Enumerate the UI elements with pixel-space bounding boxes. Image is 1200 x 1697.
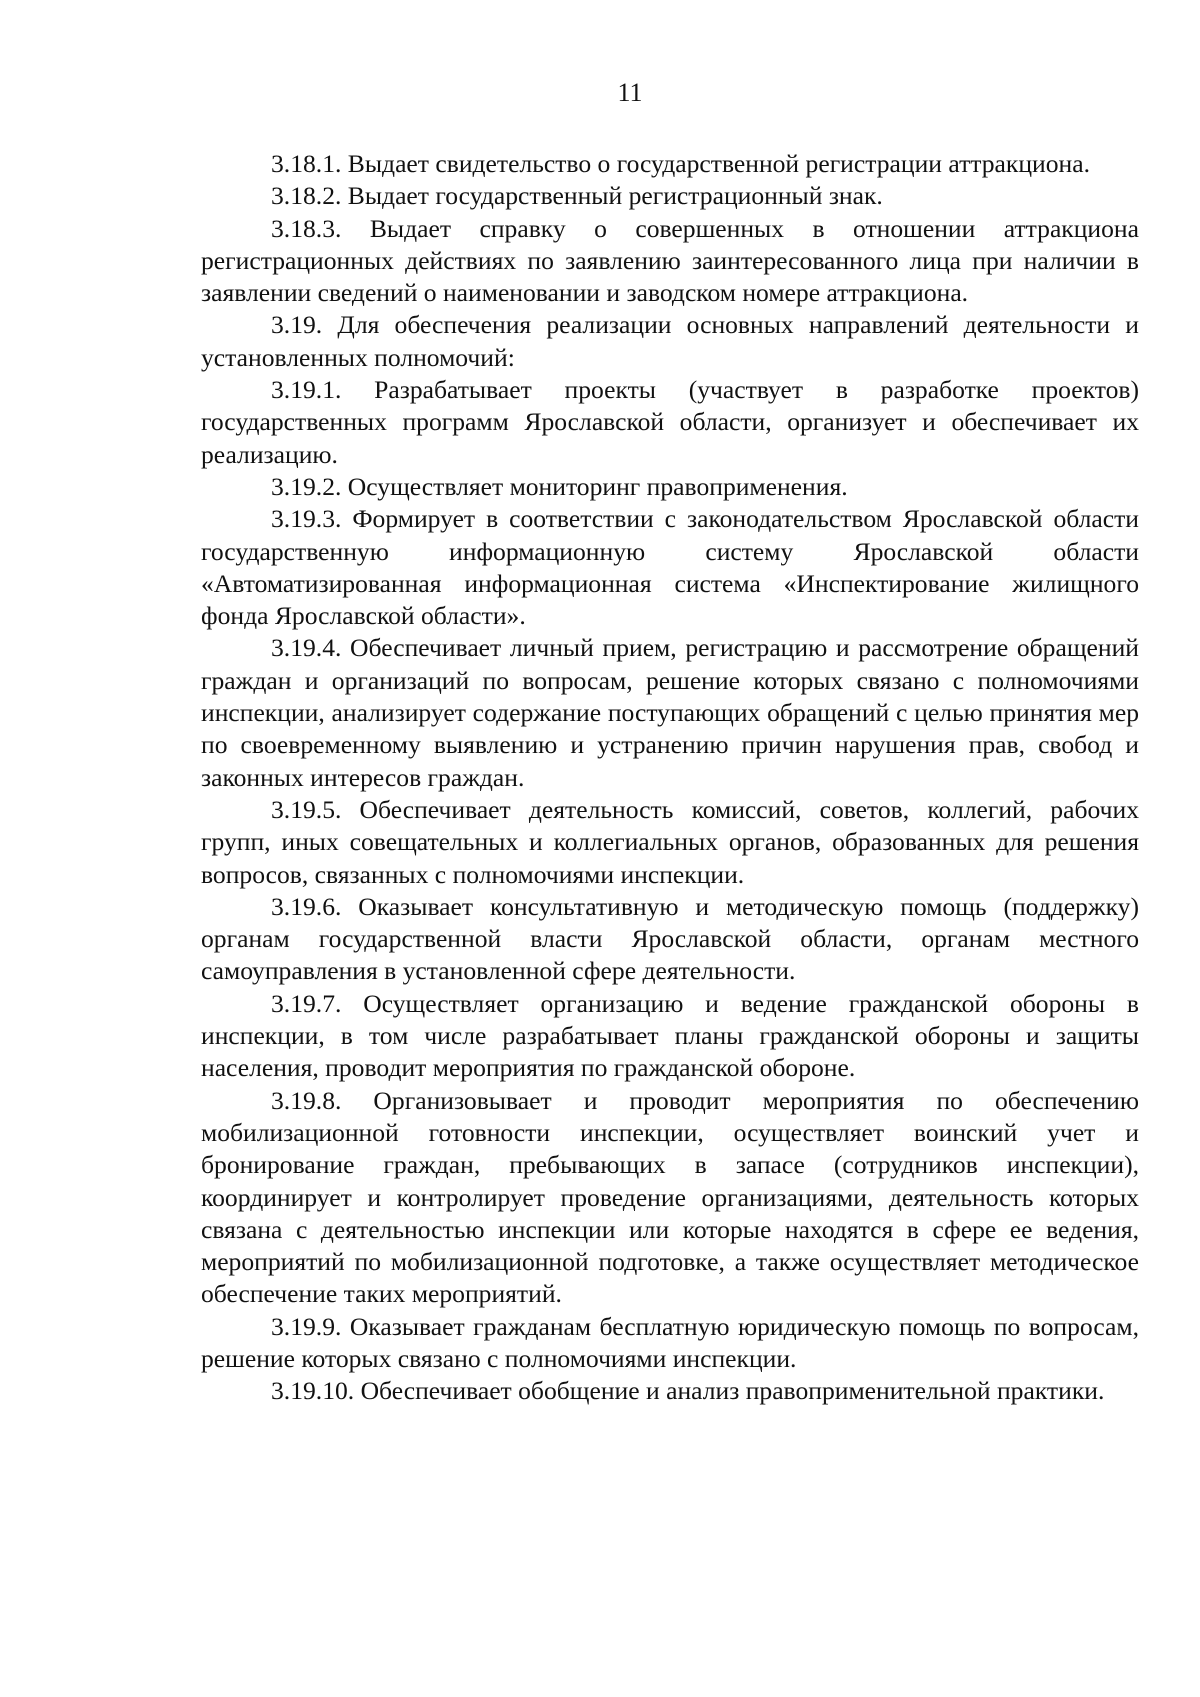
paragraph-3-19-6: 3.19.6. Оказывает консультативную и методическую помощь (поддержку) органам государственной власти Ярославской области, органам местного самоуправления в установленной сфере деятельности.: [201, 891, 1139, 986]
paragraph-3-19-8: 3.19.8. Организовывает и проводит мероприятия по обеспечению мобилизационной готовности инспекции, осуществляет воинский учет и бронирование граждан, пребывающих в запасе (сотрудников инспекции), координирует и контролирует проведение организациями, деятельность которых связана с деятельностью инспекции или которые находятся в сфере ее ведения, мероприятий по мобилизационной подготовке, а также осуществляет методическое обеспечение таких мероприятий.: [201, 1085, 1139, 1309]
paragraph-3-18-2: 3.18.2. Выдает государственный регистрационный знак.: [271, 181, 883, 211]
paragraph-3-19-4: 3.19.4. Обеспечивает личный прием, регистрацию и рассмотрение обращений граждан и организаций по вопросам, решение которых связано с полномочиями инспекции, анализирует содержание поступающих обращений с целью принятия мер по своевременному выявлению и устранению причин нарушения прав, свобод и законных интересов граждан.: [201, 633, 1139, 792]
page-number: 11: [617, 78, 643, 107]
paragraph-3-19-5: 3.19.5. Обеспечивает деятельность комиссий, советов, коллегий, рабочих групп, иных совещательных и коллегиальных органов, образованных для решения вопросов, связанных с полномочиями инспекции.: [201, 794, 1139, 889]
paragraph-3-19-7: 3.19.7. Осуществляет организацию и ведение гражданской обороны в инспекции, в том числе разрабатывает планы гражданской обороны и защиты населения, проводит мероприятия по гражданской обороне.: [201, 988, 1139, 1083]
paragraph-3-19-3: 3.19.3. Формирует в соответствии с законодательством Ярославской области государственную информационную систему Ярославской области «Автоматизированная информационная система «Инспектирование жилищного фонда Ярославской области».: [201, 504, 1139, 631]
paragraph-3-19-2: 3.19.2. Осуществляет мониторинг правоприменения.: [271, 471, 848, 501]
paragraph-3-18-1: 3.18.1. Выдает свидетельство о государственной регистрации аттракциона.: [271, 149, 1090, 178]
paragraph-3-18-3: 3.18.3. Выдает справку о совершенных в отношении аттракциона регистрационных действиях по заявлению заинтересованного лица при наличии в заявлении сведений о наименовании и заводском номере аттракциона.: [201, 213, 1139, 308]
paragraph-3-19: 3.19. Для обеспечения реализации основных направлений деятельности и установленных полномочий:: [201, 310, 1139, 372]
paragraph-3-19-1: 3.19.1. Разрабатывает проекты (участвует в разработке проектов) государственных программ Ярославской области, организует и обеспечивает их реализацию.: [201, 375, 1139, 469]
paragraph-3-19-9: 3.19.9. Оказывает гражданам бесплатную юридическую помощь по вопросам, решение которых связано с полномочиями инспекции.: [201, 1311, 1139, 1373]
paragraph-3-19-10: 3.19.10. Обеспечивает обобщение и анализ правоприменительной практики.: [271, 1376, 1105, 1406]
document-body: [201, 148, 1139, 1408]
